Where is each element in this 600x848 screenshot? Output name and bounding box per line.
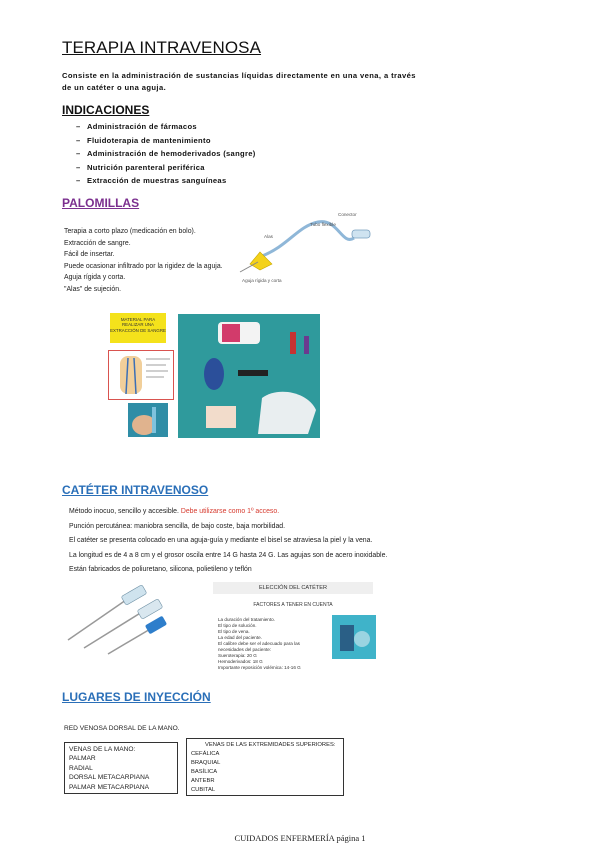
list-item: Método inocuo, sencillo y accesible. Debe utilizarse como 1º acceso.: [69, 508, 280, 515]
list-item: necesidades del paciente:: [218, 647, 272, 652]
connector-label: Conector: [338, 212, 357, 217]
tube-label: Tubo flexible: [310, 222, 336, 227]
list-item: El tipo de solución.: [218, 623, 257, 628]
list-item: El tipo de vena.: [218, 629, 250, 634]
list-item: "Alas" de sujeción.: [64, 285, 121, 293]
list-item: La longitud es de 4 a 8 cm y el grosor oscila entre 14 G hasta 24 G. Las agujas son de acero inoxidable.: [69, 551, 388, 559]
iv-catheters-image: [64, 584, 174, 656]
list-item: – Fluidoterapia de mantenimiento: [76, 135, 211, 145]
cateter-list: [69, 505, 387, 578]
list-item: DORSAL METACARPIANA: [69, 774, 150, 782]
lugares-heading: LUGARES DE INYECCIÓN: [62, 690, 211, 704]
list-item: La duración del tratamiento.: [218, 617, 275, 622]
list-item: Aguja rígida y corta.: [64, 274, 126, 282]
list-item: – Extracción de muestras sanguíneas: [76, 176, 227, 186]
catheter-box-photo: [332, 615, 376, 659]
indicaciones-heading: INDICACIONES: [62, 103, 150, 117]
extraction-material-photo: [178, 314, 320, 438]
venas-ext-title: VENAS DE LAS EXTREMIDADES SUPERIORES:: [205, 742, 336, 748]
list-item: Fácil de insertar.: [64, 251, 115, 259]
venas-mano-box: [64, 742, 178, 794]
card-line: EXTRACCIÓN DE SANGRE: [110, 327, 166, 333]
list-item: ANTEBR: [191, 778, 215, 784]
list-item: PALMAR: [69, 755, 96, 763]
eleccion-subtitle: FACTORES A TENER EN CUENTA: [253, 602, 333, 608]
list-item: La edad del paciente.: [218, 635, 262, 640]
list-item: El calibre debe ser el adecuado para las: [218, 641, 300, 646]
arm-veins-image: [108, 350, 174, 400]
page-footer: CUIDADOS ENFERMERÍA página 1: [234, 833, 366, 843]
venas-mano-title: VENAS DE LA MANO:: [69, 746, 136, 753]
cateter-heading: CATÉTER INTRAVENOSO: [62, 483, 209, 497]
butterfly-needle-diagram: [238, 206, 388, 288]
venas-extremidades-box: [186, 738, 344, 796]
list-item: RADIAL: [69, 764, 93, 772]
page-title: TERAPIA INTRAVENOSA: [62, 38, 262, 57]
list-item: Punción percutánea: maniobra sencilla, de bajo coste, baja morbilidad.: [69, 522, 286, 530]
material-card: [110, 313, 166, 343]
list-item: BRAQUIAL: [191, 760, 221, 766]
list-item: – Administración de hemoderivados (sangre): [76, 149, 256, 159]
intro-paragraph: Consiste en la administración de sustancias líquidas directamente en una vena, a través de un catéter o una aguja.: [62, 71, 416, 92]
indicaciones-list: [76, 120, 256, 188]
list-item: BASÍLICA: [191, 769, 218, 775]
list-item: CEFÁLICA: [191, 751, 220, 757]
list-item: Sueroterapia: 20 G: [218, 653, 257, 658]
first-access-note: Debe utilizarse como 1º acceso.: [180, 508, 280, 515]
needle-label: Aguja rígida y corta: [242, 278, 282, 283]
list-item: El catéter se presenta colocado en una aguja-guía y mediante el bisel se atraviesa la piel y la vena.: [69, 537, 373, 545]
eleccion-list: [218, 617, 338, 671]
list-item: Puede ocasionar infiltrado por la rigidez de la aguja.: [64, 262, 223, 270]
list-item: Terapia a corto plazo (medicación en bolo).: [64, 228, 196, 235]
card-line: REALIZAR UNA: [122, 322, 154, 328]
list-item: CUBITAL: [191, 787, 216, 793]
card-line: MATERIAL PARA: [120, 317, 156, 322]
list-item: Extracción de sangre.: [64, 239, 131, 247]
list-item: – Nutrición parenteral periférica: [76, 162, 205, 172]
list-item: Importante reposición volémica: 14-16 G: [218, 665, 301, 670]
eleccion-title: ELECCIÓN DEL CATÉTER: [213, 582, 373, 594]
list-item: PALMAR METACARPIANA: [69, 783, 149, 791]
puncture-photo: [128, 403, 168, 437]
palomillas-heading: PALOMILLAS: [62, 196, 140, 210]
list-item: – Administración de fármacos: [76, 122, 197, 131]
wings-label: Alas: [264, 234, 273, 239]
palomillas-list: [64, 226, 223, 296]
red-venosa-label: RED VENOSA DORSAL DE LA MANO.: [64, 725, 180, 732]
list-item: Hemoderivados: 18 G: [218, 659, 263, 664]
list-item: Están fabricados de poliuretano, silicona, polietileno y teflón: [69, 566, 252, 574]
